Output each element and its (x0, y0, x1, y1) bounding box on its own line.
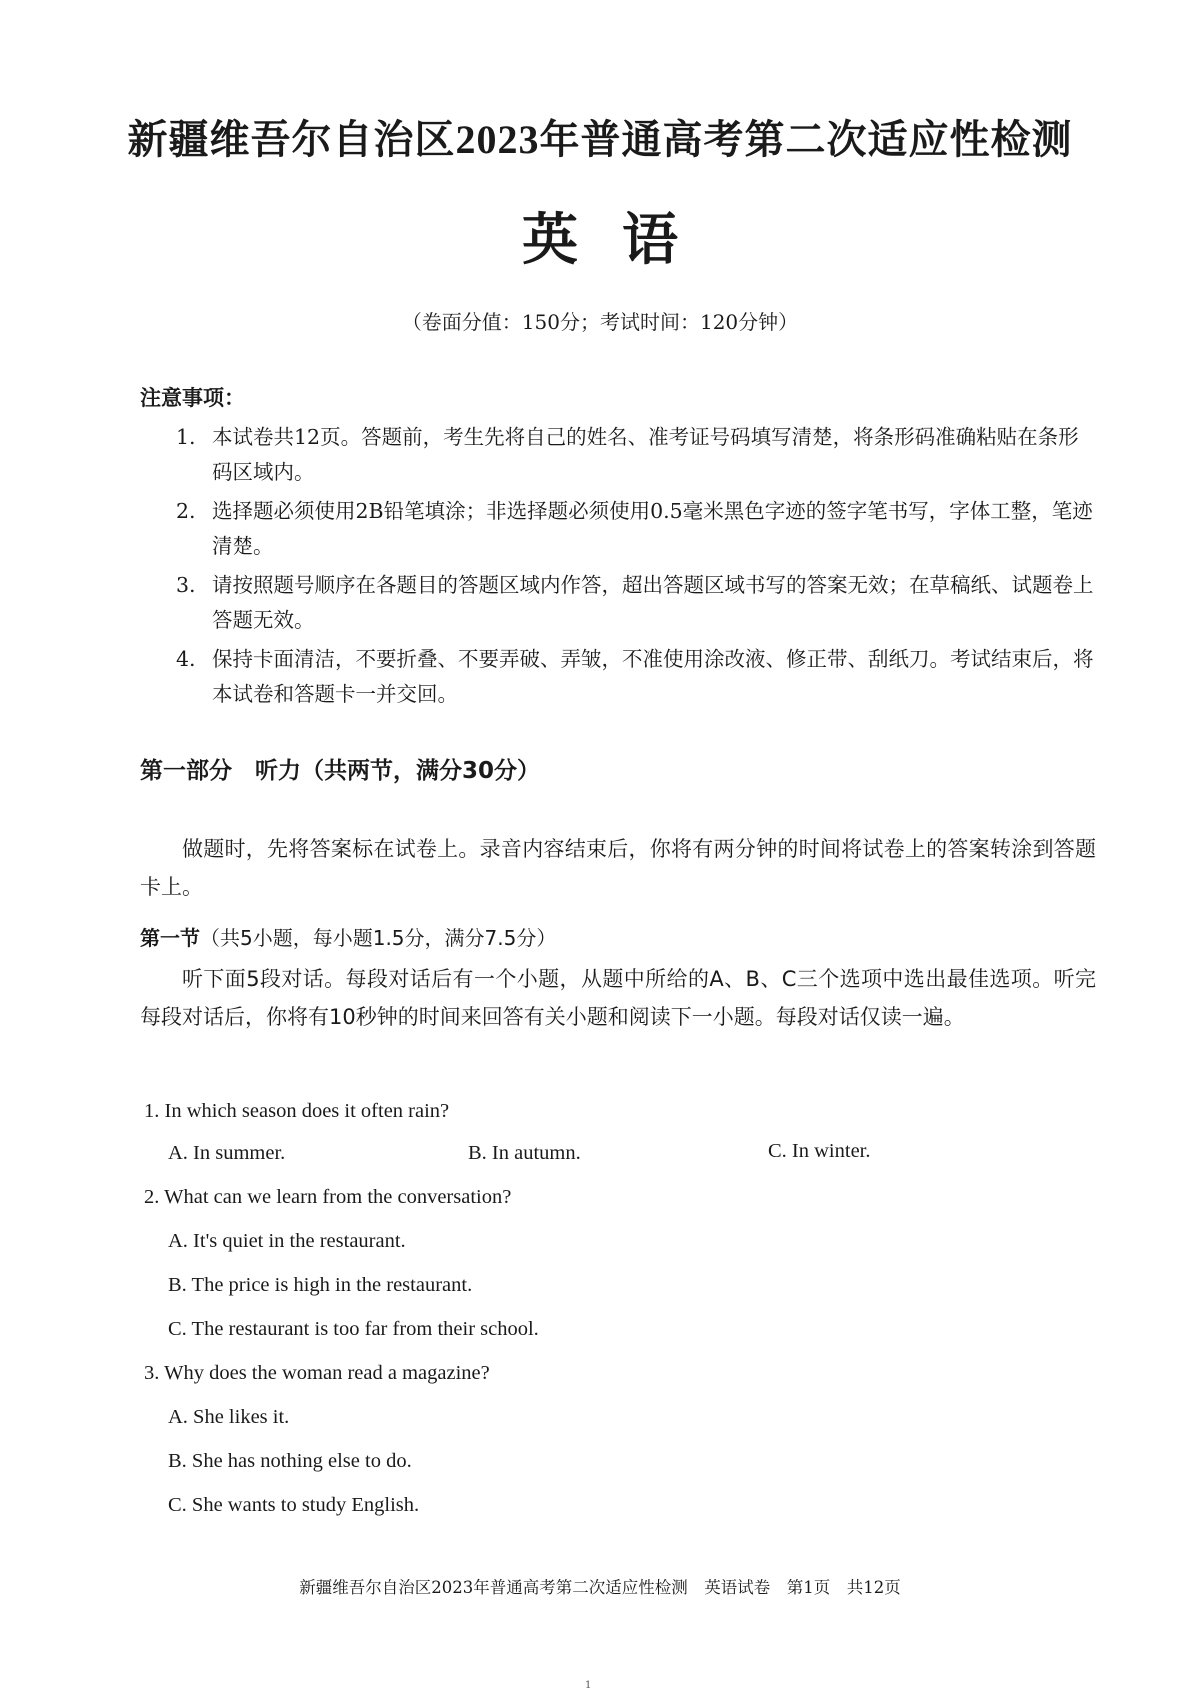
section-heading (140, 922, 556, 951)
note-item (176, 420, 1096, 490)
part-heading: 第一部分 听力（共两节，满分30分） (140, 758, 541, 784)
answer-option: C. She wants to study English. (168, 1494, 420, 1516)
question-stem: 2. What can we learn from the conversation? (144, 1186, 512, 1208)
note-text: 请按照题号顺序在各题目的答题区域内作答，超出答题区域书写的答案无效；在草稿纸、试题卷上答题无效。 (212, 573, 1094, 632)
note-number: 3. (176, 573, 196, 597)
answer-option: A. She likes it. (168, 1406, 290, 1428)
section-heading-label: 第一节 (140, 926, 200, 950)
note-number: 4. (176, 647, 196, 671)
notes-heading: 注意事项： (140, 386, 245, 410)
subject-title: 英语 (522, 208, 722, 273)
note-item (176, 494, 1096, 564)
question-stem: 3. Why does the woman read a magazine? (144, 1362, 490, 1384)
note-text: 选择题必须使用2B铅笔填涂；非选择题必须使用0.5毫米黑色字迹的签字笔书写，字体工整，笔迹清楚。 (212, 499, 1093, 558)
note-number: 1. (176, 425, 196, 449)
part-instruction: 做题时，先将答案标在试卷上。录音内容结束后，你将有两分钟的时间将试卷上的答案转涂到答题卡上。 (140, 837, 1096, 899)
section-heading-detail: （共5小题，每小题1.5分，满分7.5分） (200, 926, 557, 950)
section-instruction: 听下面5段对话。每段对话后有一个小题，从题中所给的A、B、C三个选项中选出最佳选项。听完每段对话后，你将有10秒钟的时间来回答有关小题和阅读下一小题。每段对话仅读一遍。 (140, 967, 1096, 1029)
answer-option: B. She has nothing else to do. (168, 1450, 412, 1472)
notes-list (176, 420, 1096, 716)
note-text: 本试卷共12页。答题前，考生先将自己的姓名、准考证号码填写清楚，将条形码准确粘贴在条形码区域内。 (212, 425, 1079, 484)
answer-option: B. The price is high in the restaurant. (168, 1274, 473, 1296)
answer-option: C. In winter. (768, 1140, 871, 1162)
note-text: 保持卡面清洁，不要折叠、不要弄破、弄皱，不准使用涂改液、修正带、刮纸刀。考试结束后，将本试卷和答题卡一并交回。 (212, 647, 1094, 706)
exam-meta: （卷面分值：150分；考试时间：120分钟） (401, 310, 799, 334)
exam-title: 新疆维吾尔自治区2023年普通高考第二次适应性检测 (127, 117, 1073, 162)
answer-option: A. In summer. (168, 1142, 286, 1164)
question-stem: 1. In which season does it often rain? (144, 1100, 450, 1122)
note-item (176, 568, 1096, 638)
answer-option: C. The restaurant is too far from their school. (168, 1318, 539, 1340)
note-item (176, 642, 1096, 712)
note-number: 2. (176, 499, 196, 523)
page-footer: 新疆维吾尔自治区2023年普通高考第二次适应性检测 英语试卷 第1页 共12页 (299, 1578, 901, 1597)
answer-option: B. In autumn. (468, 1142, 581, 1164)
answer-option: A. It's quiet in the restaurant. (168, 1230, 406, 1252)
page-mark: 1 (585, 1680, 592, 1691)
